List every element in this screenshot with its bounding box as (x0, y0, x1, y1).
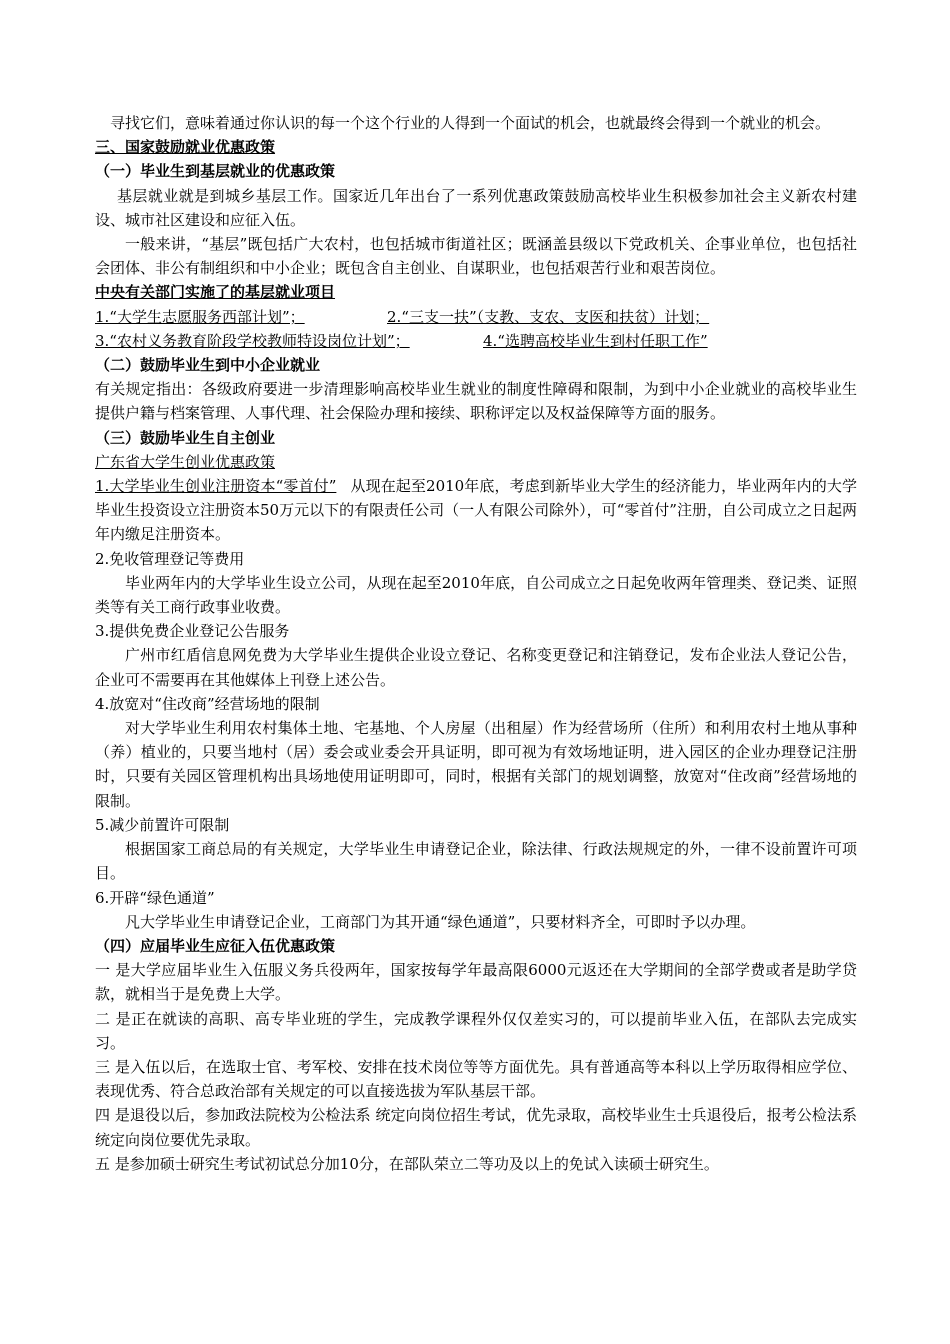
enlist-item-3: 三 是入伍以后，在选取士官、考军校、安排在技术岗位等等方面优先。具有普通高等本科以上学历取得相应学位、表现优秀、符合总政治部有关规定的可以直接选拔为军队基层干部。 (95, 1057, 857, 1101)
projects-row-2 (95, 329, 857, 353)
subsection-3-title: （三）鼓励毕业生自主创业 (95, 428, 276, 447)
policy-1-title: 1.大学毕业生创业注册资本“零首付” (95, 477, 337, 496)
policy-6-paragraph: 凡大学毕业生申请登记企业，工商部门为其开通“绿色通道”，只要材料齐全，可即时予以办理。 (125, 912, 756, 931)
policy-5-paragraph: 根据国家工商总局的有关规定，大学毕业生申请登记企业，除法律、行政法规规定的外，一律不设前置许可项目。 (95, 840, 857, 883)
enlist-item-4: 四 是退役以后，参加政法院校为公检法系 统定向岗位招生考试，优先录取，高校毕业生士兵退役后，报考公检法系统定向岗位要优先录取。 (95, 1106, 857, 1149)
policy-3-title: 3.提供免费企业登记公告服务 (95, 622, 290, 641)
subsection-1-paragraph-1: 基层就业就是到城乡基层工作。国家近几年出台了一系列优惠政策鼓励高校毕业生积极参加社会主义新农村建设、城市社区建设和应征入伍。 (95, 186, 857, 229)
intro-paragraph: 寻找它们，意味着通过你认识的每一个这个行业的人得到一个面试的机会，也就最终会得到一个就业的机会。 (110, 114, 831, 132)
subsection-4-title: （四）应届毕业生应征入伍优惠政策 (95, 936, 336, 955)
policy-2-paragraph: 毕业两年内的大学毕业生设立公司，从现在起至2010年底，自公司成立之日起免收两年管理类、登记类、证照类等有关工商行政事业收费。 (95, 573, 857, 617)
project-4: 4.“选聘高校毕业生到村任职工作” (483, 331, 708, 350)
enlist-item-1: 一 是大学应届毕业生入伍服义务兵役两年，国家按每学年最高限6000元返还在大学期间的全部学费或者是助学贷款，就相当于是免费上大学。 (95, 961, 857, 1004)
policy-4-title: 4.放宽对“住改商”经营场地的限制 (95, 694, 320, 713)
enlist-item-2: 二 是正在就读的高职、高专毕业班的学生，完成教学课程外仅仅差实习的，可以提前毕业入伍，在部队去完成实习。 (95, 1009, 857, 1052)
project-2: 2.“三支一扶”（支教、支农、支医和扶贫）计划； (387, 307, 710, 326)
policy-3-paragraph: 广州市红盾信息网免费为大学毕业生提供企业设立登记、名称变更登记和注销登记，发布企业法人登记公告，企业可不需要再在其他媒体上刊登上述公告。 (95, 646, 857, 689)
projects-title: 中央有关部门实施了的基层就业项目 (95, 283, 336, 302)
policy-2-title: 2.免收管理登记等费用 (95, 549, 245, 568)
subsection-2-title: （二）鼓励毕业生到中小企业就业 (95, 356, 321, 375)
project-3: 3.“农村义务教育阶段学校教师特设岗位计划”； (95, 331, 410, 350)
projects-row-1 (95, 305, 857, 329)
policy-1-paragraph (95, 474, 857, 547)
policy-6-title: 6.开辟“绿色通道” (95, 888, 215, 907)
subsection-2-paragraph: 有关规定指出：各级政府要进一步清理影响高校毕业生就业的制度性障碍和限制，为到中小企业就业的高校毕业生提供户籍与档案管理、人事代理、社会保险办理和接续、职称评定以及权益保障等方面的服务。 (95, 380, 857, 423)
policy-1-text: 从现在起至2010年底，考虑到新毕业大学生的经济能力，毕业两年内的大学毕业生投资设立注册资本50万元以下的有限责任公司（一人有限公司除外），可“零首付”注册，自公司成立之日起两年内缴足注册资本。 (95, 477, 857, 544)
document-page (95, 111, 857, 1176)
section-heading-3: 三、国家鼓励就业优惠政策 (95, 138, 276, 157)
enlist-item-5: 五 是参加硕士研究生考试初试总分加10分，在部队荣立二等功及以上的免试入读硕士研究生。 (95, 1154, 719, 1173)
subsection-1-paragraph-2: 一般来讲，“基层”既包括广大农村，也包括城市街道社区；既涵盖县级以下党政机关、企事业单位，也包括社会团体、非公有制组织和中小企业；既包含自主创业、自谋职业，也包括艰苦行业和艰苦岗位。 (95, 235, 857, 278)
policy-4-paragraph: 对大学毕业生利用农村集体土地、宅基地、个人房屋（出租屋）作为经营场所（住所）和利用农村土地从事种（养）植业的，只要当地村（居）委会或业委会开具证明，即可视为有效场地证明，进入园区的企业办理登记注册时，只要有关园区管理机构出具场地使用证明即可，同时，根据有关部门的规划调整，放宽对“住改商”经营场地的限制。 (95, 719, 857, 810)
subsection-1-title: （一）毕业生到基层就业的优惠政策 (95, 162, 336, 181)
guangdong-policy-title: 广东省大学生创业优惠政策 (95, 452, 276, 471)
policy-5-title: 5.减少前置许可限制 (95, 815, 230, 834)
project-1: 1.“大学生志愿服务西部计划”； (95, 307, 305, 326)
